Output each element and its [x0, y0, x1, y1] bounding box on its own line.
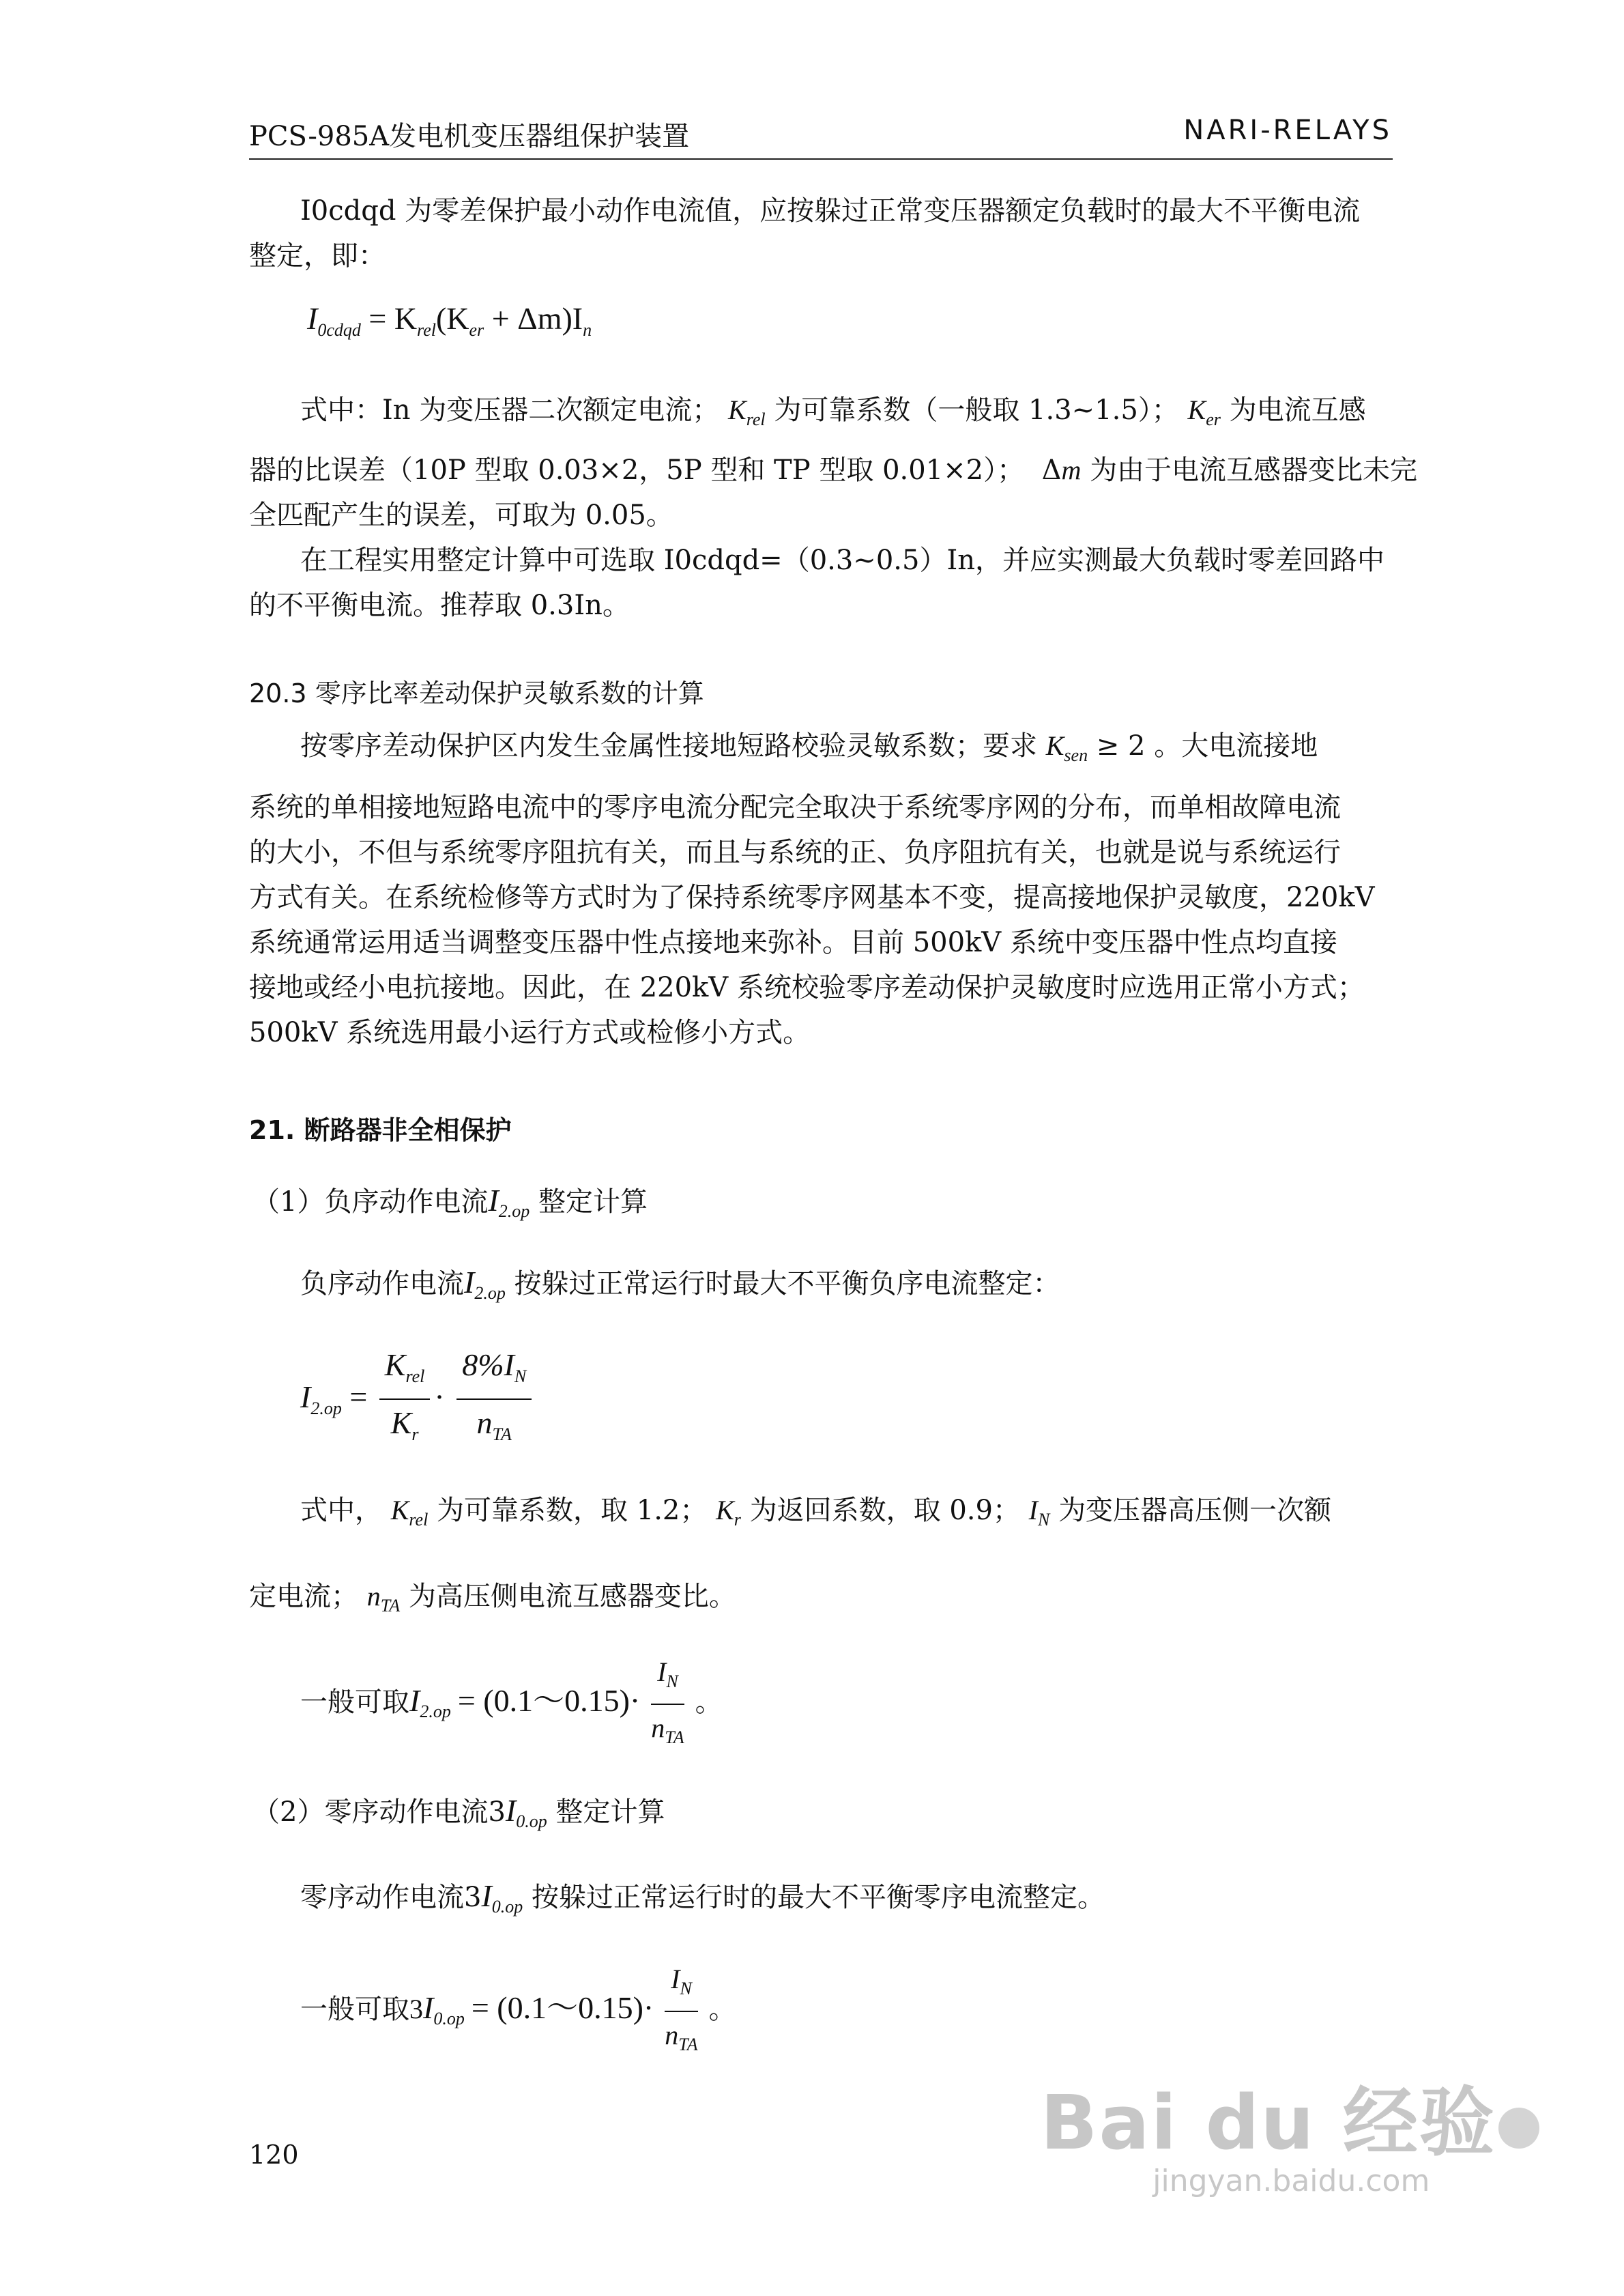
item1-label-a: （1）负序动作电流 [252, 1186, 489, 1218]
para6-line1: 式中， $K_{rel}$ 为可靠系数，取 1.2； $K_r$ 为返回系数，取 0.9； $I_N$ 为变压器高压侧一次额 [300, 1495, 1332, 1530]
eq4-prefix: 一般可取 [300, 1994, 409, 2026]
para5-b: 按躲过正常运行时最大不平衡负序电流整定： [514, 1268, 1060, 1300]
eq2-den-right-sub: TA [492, 1424, 512, 1445]
eq2-frac-right [456, 1345, 532, 1455]
para6-line1a: 式中， [300, 1495, 382, 1526]
item1-label-b: 整定计算 [538, 1186, 648, 1218]
eq2-den-right: n [476, 1405, 493, 1441]
eq1-rhs-sub3: n [583, 320, 592, 341]
watermark-brand: Bai du 经验 [1040, 2079, 1496, 2166]
page-number: 120 [249, 2140, 299, 2170]
para2-line1b: 为可靠系数（一般取 1.3~1.5）； [774, 394, 1179, 426]
para4-line5: 系统通常运用适当调整变压器中性点接地来弥补。目前 500kV 系统中变压器中性点均直接 [249, 927, 1337, 958]
para4-line1: 按零序差动保护区内发生金属性接地短路校验灵敏系数；要求 $K_{sen} \ge 2$ 。大电流接地 [300, 730, 1318, 765]
item2-label-b: 整定计算 [555, 1796, 665, 1828]
equation-i2op: $I_{2.op}$ = $\frac{K_{rel}}{K_r}$ · $\frac{8\%I_N}{n_{TA}}$ [300, 1345, 536, 1455]
para7-b: 按躲过正常运行时的最大不平衡零序电流整定。 [532, 1882, 1105, 1913]
para2-line2b: 为由于电流互感器变比未完 [1090, 455, 1418, 486]
eq3-middle: = (0.1～0.15)· [457, 1683, 641, 1719]
eq1-lhs: I [307, 301, 318, 336]
section-20-3-title: 20.3 零序比率差动保护灵敏系数的计算 [249, 678, 704, 708]
section-21-title: 21. 断路器非全相保护 [249, 1115, 512, 1145]
para5: 负序动作电流$I_{2.op}$ 按躲过正常运行时最大不平衡负序电流整定： [300, 1265, 1060, 1303]
eq4-suffix: 。 [708, 1994, 736, 2026]
item2-label: （2）零序动作电流$3I_{0.op}$ 整定计算 [252, 1793, 665, 1831]
equation-i2op-typical: 一般可取$I_{2.op}$ = (0.1～0.15)· $\frac{I_N}{n_{TA}}$ 。 [300, 1652, 723, 1758]
para5-a: 负序动作电流 [300, 1268, 464, 1300]
eq3-frac: $\frac{I_N}{n_{TA}}$ [651, 1652, 684, 1758]
eq1-rhs-sub2: er [469, 320, 484, 341]
para1-line2: 整定，即： [249, 240, 386, 272]
para2-line1c: 为电流互感 [1229, 394, 1366, 426]
para2-line2a: 器的比误差（10P 型取 0.03×2，5P 型和 TP 型取 0.01×2）； [249, 455, 1025, 486]
eq2-num-right-sub: N [514, 1366, 527, 1387]
item1-label: （1）负序动作电流$I_{2.op}$ 整定计算 [252, 1183, 648, 1221]
header-title: PCS-985A发电机变压器组保护装置 [249, 121, 690, 152]
para3-line1: 在工程实用整定计算中可选取 I0cdqd=（0.3~0.5）In，并应实测最大负载时零差回路中 [300, 545, 1385, 576]
para7: 零序动作电流$3I_{0.op}$ 按躲过正常运行时的最大不平衡零序电流整定。 [300, 1878, 1105, 1917]
para6-line1c: 为返回系数，取 0.9； [749, 1495, 1020, 1526]
para2-line2: 器的比误差（10P 型取 0.03×2，5P 型和 TP 型取 0.01×2）； Δm 为由于电流互感器变比未完 [249, 455, 1418, 486]
para6-line2: 定电流； $n_{TA}$ 为高压侧电流互感器变比。 [249, 1581, 736, 1616]
paw-icon [1498, 2108, 1539, 2149]
item2-label-a: （2）零序动作电流 [252, 1796, 489, 1828]
para3-line2: 的不平衡电流。推荐取 0.3In。 [249, 590, 630, 621]
para4-line1a: 按零序差动保护区内发生金属性接地短路校验灵敏系数；要求 [300, 730, 1037, 762]
watermark-url: jingyan.baidu.com [1152, 2164, 1430, 2198]
para4-line3: 的大小，不但与系统零序阻抗有关，而且与系统的正、负序阻抗有关，也就是说与系统运行 [249, 837, 1341, 868]
para4-line2: 系统的单相接地短路电流中的零序电流分配完全取决于系统零序网的分布，而单相故障电流 [249, 792, 1341, 823]
eq4-middle: = (0.1～0.15)· [471, 1990, 654, 2026]
equation-3i0op-typical: 一般可取$3I_{0.op}$ = (0.1～0.15)· $\frac{I_N}{n_{TA}}$ 。 [300, 1959, 736, 2065]
para6-line2a: 定电流； [249, 1581, 358, 1612]
eq3-suffix: 。 [695, 1687, 723, 1719]
eq1-rhs: = K [368, 301, 418, 336]
eq2-frac-left: $\frac{K_{rel}}{K_r}$ [379, 1345, 431, 1455]
eq3-prefix: 一般可取 [300, 1687, 409, 1719]
para4-line6: 接地或经小电抗接地。因此，在 220kV 系统校验零序差动保护灵敏度时应选用正常小方式； [249, 972, 1365, 1003]
para4-line1b: ≥ 2 。大电流接地 [1096, 730, 1318, 762]
para2-line1a: 式中：In 为变压器二次额定电流； [300, 394, 720, 426]
eq1-rhs2: (K [435, 301, 469, 336]
para6-line1b: 为可靠系数，取 1.2； [437, 1495, 708, 1526]
para6-line1d: 为变压器高压侧一次额 [1058, 1495, 1332, 1526]
eq2-num-right: 8%I [462, 1347, 514, 1382]
para6-line2b: 为高压侧电流互感器变比。 [408, 1581, 736, 1612]
baidu-watermark [1040, 2079, 1542, 2198]
para4-line7: 500kV 系统选用最小运行方式或检修小方式。 [249, 1017, 811, 1048]
header-brand: NARI-RELAYS [1183, 115, 1392, 146]
para4-line4: 方式有关。在系统检修等方式时为了保持系统零序网基本不变，提高接地保护灵敏度，220kV [249, 882, 1375, 913]
eq4-frac: $\frac{I_N}{n_{TA}}$ [665, 1959, 697, 2065]
para1-line1: I0cdqd 为零差保护最小动作电流值，应按躲过正常变压器额定负载时的最大不平衡电流 [300, 195, 1361, 227]
eq1-lhs-sub: 0cdqd [317, 320, 361, 341]
eq1-rhs-sub1: rel [417, 320, 436, 341]
header-rule [249, 158, 1393, 160]
eq1-rhs3: + Δm)I [484, 301, 583, 336]
equation-i0cdqd [307, 300, 592, 341]
para2-line3: 全匹配产生的误差，可取为 0.05。 [249, 500, 673, 531]
para7-a: 零序动作电流 [300, 1882, 464, 1913]
para2-line1: 式中：In 为变压器二次额定电流； $K_{rel}$ 为可靠系数（一般取 1.3~1.5）； $K_{er}$ 为电流互感 [300, 394, 1366, 429]
